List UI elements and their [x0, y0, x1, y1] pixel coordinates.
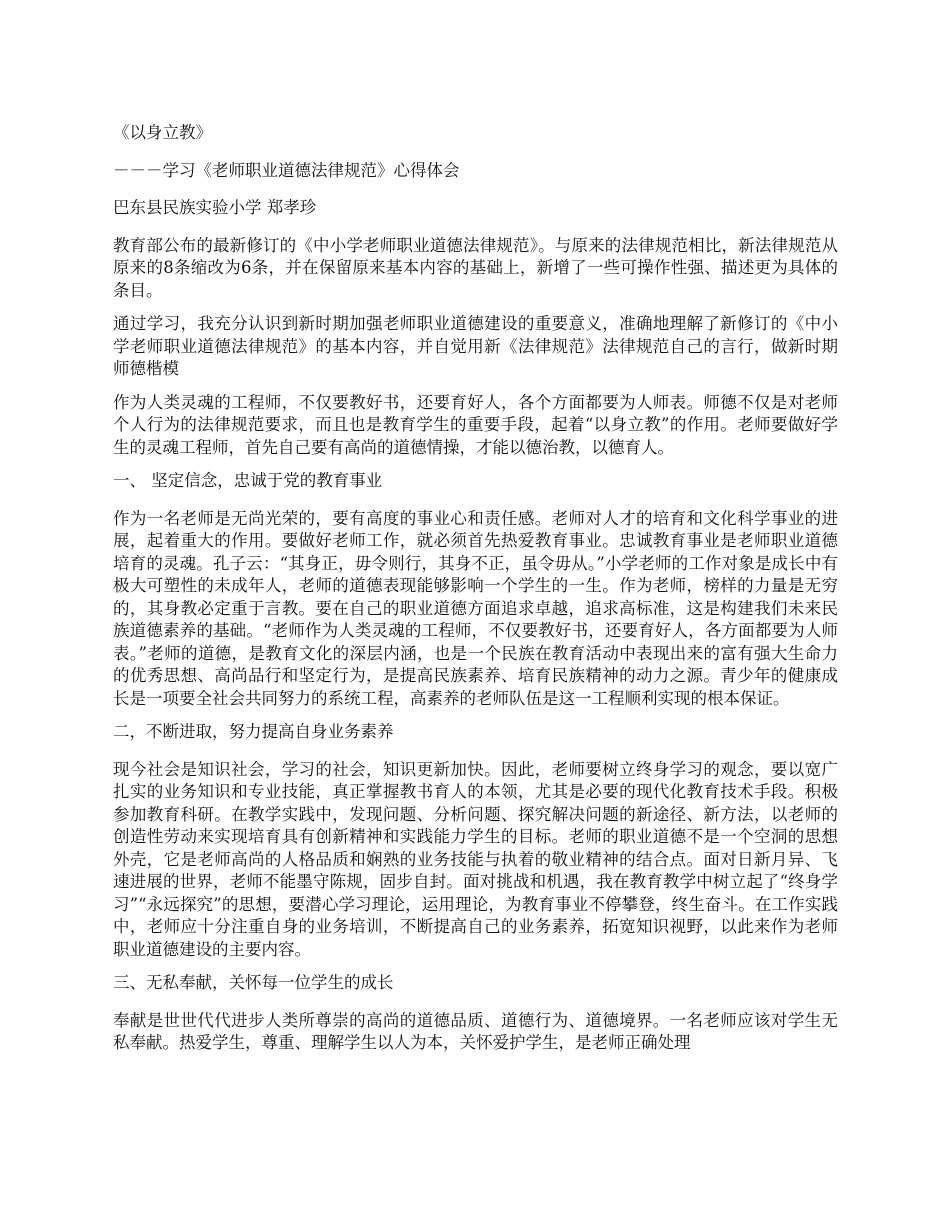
- document-title: 《以身立教》: [113, 123, 212, 142]
- section-3-body: 奉献是世世代代进步人类所尊崇的高尚的道德品质、道德行为、道德境界。一名老师应该对学生无私奉献。热爱学生，尊重、理解学生以人为本，关怀爱护学生，是老师正确处理: [113, 1010, 838, 1052]
- section-2-heading: 二，不断进取，努力提高自身业务素养: [113, 722, 394, 741]
- document-author: 巴东县民族实验小学 郑孝珍: [113, 198, 317, 217]
- section-2-body: 现今社会是知识社会，学习的社会，知识更新加快。因此，老师要树立终身学习的观念，要以宽广扎实的业务知识和专业技能，真正掌握教书育人的本领，尤其是必要的现代化教育技术手段。积极参加教育科研。在教学实践中，发现问题、分析问题、探究解决问题的新途径、新方法，以老师的创造性劳动来实现培育具有创新精神和实践能力学生的目标。老师的职业道德不是一个空洞的思想外壳，它是老师高尚的人格品质和娴熟的业务技能与执着的敬业精神的结合点。面对日新月异、飞速进展的世界，老师不能墨守陈规，固步自封。面对挑战和机遇，我在教育教学中树立起了“终身学习”“永远探究”的思想，要潜心学习理论，运用理论，为教育事业不停攀登，终生奋斗。在工作实践中，老师应十分注重自身的业务培训，不断提高自己的业务素养，拓宽知识视野，以此来作为老师职业道德建设的主要内容。: [113, 759, 838, 959]
- section-3-heading: 三、无私奉献，关怀每一位学生的成长: [113, 973, 394, 992]
- intro-paragraph-1: 教育部公布的最新修订的《中小学老师职业道德法律规范》。与原来的法律规范相比，新法律规范从原来的8条缩改为6条，并在保留原来基本内容的基础上，新增了一些可操作性强、描述更为具体的条目。: [113, 235, 838, 300]
- intro-paragraph-3: 作为人类灵魂的工程师，不仅要教好书，还要育好人，各个方面都要为人师表。师德不仅是对老师个人行为的法律规范要求，而且也是教育学生的重要手段，起着“以身立教”的作用。老师要做好学生的灵魂工程师，首先自己要有高尚的道德情操，才能以德治教，以德育人。: [113, 392, 838, 457]
- document-subtitle: －－－学习《老师职业道德法律规范》心得体会: [113, 160, 460, 180]
- section-1-body: 作为一名老师是无尚光荣的，要有高度的事业心和责任感。老师对人才的培育和文化科学事业的进展，起着重大的作用。要做好老师工作，就必须首先热爱教育事业。忠诚教育事业是老师职业道德培育的灵魂。孔子云：“其身正，毋令则行，其身不正，虽令毋从。”小学老师的工作对象是成长中有极大可塑性的未成年人，老师的道德表现能够影响一个学生的一生。作为老师，榜样的力量是无穷的，其身教必定重于言教。要在自己的职业道德方面追求卓越，追求高标准，这是构建我们未来民族道德素养的基础。“老师作为人类灵魂的工程师，不仅要教好书，还要育好人，各方面都要为人师表。”老师的道德，是教育文化的深层内涵，也是一个民族在教育活动中表现出来的富有强大生命力的优秀思想、高尚品行和坚定行为，是提高民族素养、培育民族精神的动力之源。青少年的健康成长是一项要全社会共同努力的系统工程，高素养的老师队伍是这一工程顺利实现的根本保证。: [113, 508, 838, 708]
- intro-paragraph-2: 通过学习，我充分认识到新时期加强老师职业道德建设的重要意义，准确地理解了新修订的《中小学老师职业道德法律规范》的基本内容，并自觉用新《法律规范》法律规范自己的言行，做新时期师德楷模: [113, 314, 838, 378]
- section-1-heading: 一、 坚定信念，忠诚于党的教育事业: [113, 471, 383, 490]
- document-page: [113, 122, 838, 1066]
